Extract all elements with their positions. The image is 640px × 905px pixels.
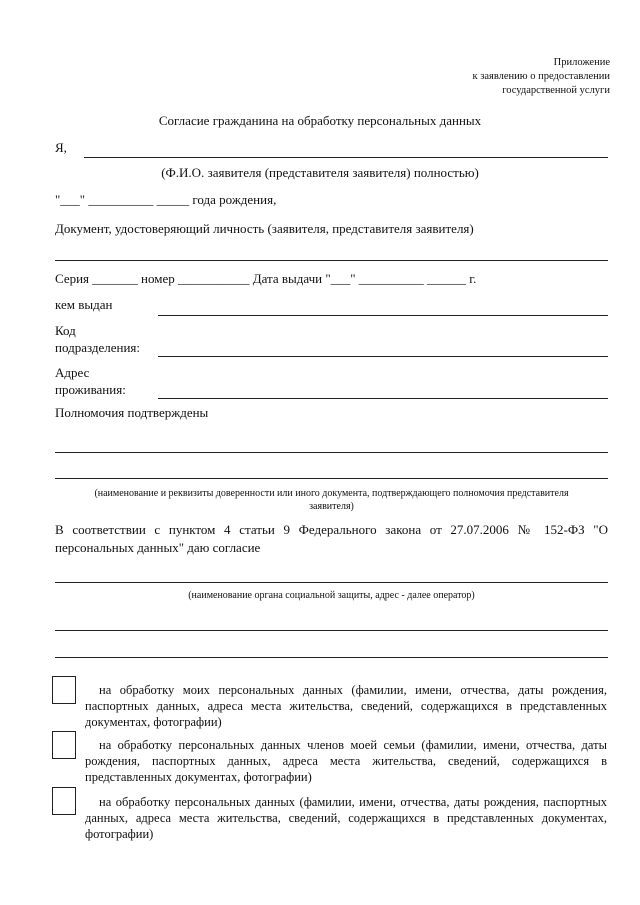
- fio-field-line[interactable]: [84, 157, 608, 158]
- ya-label: Я,: [55, 140, 67, 155]
- address-label-2: проживания:: [55, 382, 126, 397]
- consent-checkbox-3[interactable]: [52, 787, 76, 815]
- address-label-1: Адрес: [55, 365, 90, 380]
- law-line-1: В соответствии с пунктом 4 статьи 9 Федерального закона от 27.07.2006 № 152-ФЗ "О: [55, 522, 608, 537]
- birth-date-suffix: года рождения,: [192, 192, 277, 207]
- authority-caption-1: (наименование и реквизиты доверенности или иного документа, подтверждающего полномочия представителя: [94, 488, 569, 499]
- operator-field-line-3[interactable]: [55, 657, 608, 658]
- consent-text-3: на обработку персональных данных (фамилии, имени, отчества, даты рождения, паспортных данных, адреса места жительства, сведений, содержащихся в представленных документах, фотографии): [85, 795, 607, 841]
- address-label: [55, 364, 126, 398]
- appendix-header: [350, 56, 610, 98]
- subdivision-label-2: подразделения:: [55, 340, 141, 355]
- birth-date-blank[interactable]: "___" __________ _____: [55, 192, 190, 207]
- consent-item-1: [85, 682, 607, 730]
- consent-checkbox-1[interactable]: [52, 676, 76, 704]
- operator-caption: (наименование органа социальной защиты, адрес - далее оператор): [188, 590, 475, 601]
- subdivision-field-line[interactable]: [158, 356, 608, 357]
- authority-field-line-1[interactable]: [55, 452, 608, 453]
- authority-field-line-2[interactable]: [55, 478, 608, 479]
- consent-text-1: на обработку моих персональных данных (фамилии, имени, отчества, даты рождения, паспортных данных, адреса места жительства, сведений, содержащихся в представленных документах, фотографии): [85, 683, 607, 729]
- birth-date-row[interactable]: [55, 192, 276, 208]
- appendix-line-2: к заявлению о предоставлении: [472, 71, 610, 82]
- operator-field-line[interactable]: [55, 582, 608, 583]
- address-field-line[interactable]: [158, 398, 608, 399]
- subdivision-label-1: Код: [55, 323, 76, 338]
- series-number-row[interactable]: Серия _______ номер ___________ Дата выдачи "___" __________ ______ г.: [55, 271, 477, 286]
- consent-item-2: [85, 737, 607, 785]
- authority-caption: [55, 487, 608, 513]
- issued-by-field-line[interactable]: [158, 315, 608, 316]
- consent-checkbox-2[interactable]: [52, 731, 76, 759]
- issued-by-label: кем выдан: [55, 297, 113, 312]
- document-label: Документ, удостоверяющий личность (заявителя, представителя заявителя): [55, 221, 474, 236]
- consent-text-2: на обработку персональных данных членов моей семьи (фамилии, имени, отчества, даты рождения, паспортных данных, адреса места жительства, сведений, содержащихся в представленных документах, фотографии): [85, 738, 607, 784]
- subdivision-label: [55, 322, 140, 356]
- fio-caption: (Ф.И.О. заявителя (представителя заявителя) полностью): [161, 165, 479, 180]
- document-field-line[interactable]: [55, 260, 608, 261]
- operator-field-line-2[interactable]: [55, 630, 608, 631]
- document-title: Согласие гражданина на обработку персональных данных: [158, 113, 482, 128]
- law-line-2: персональных данных" даю согласие: [55, 540, 261, 555]
- appendix-line-3: государственной услуги: [502, 85, 610, 96]
- appendix-line-1: Приложение: [553, 57, 610, 68]
- authority-caption-2: заявителя): [309, 501, 354, 512]
- consent-item-3: [85, 794, 607, 842]
- authority-label: Полномочия подтверждены: [55, 405, 209, 420]
